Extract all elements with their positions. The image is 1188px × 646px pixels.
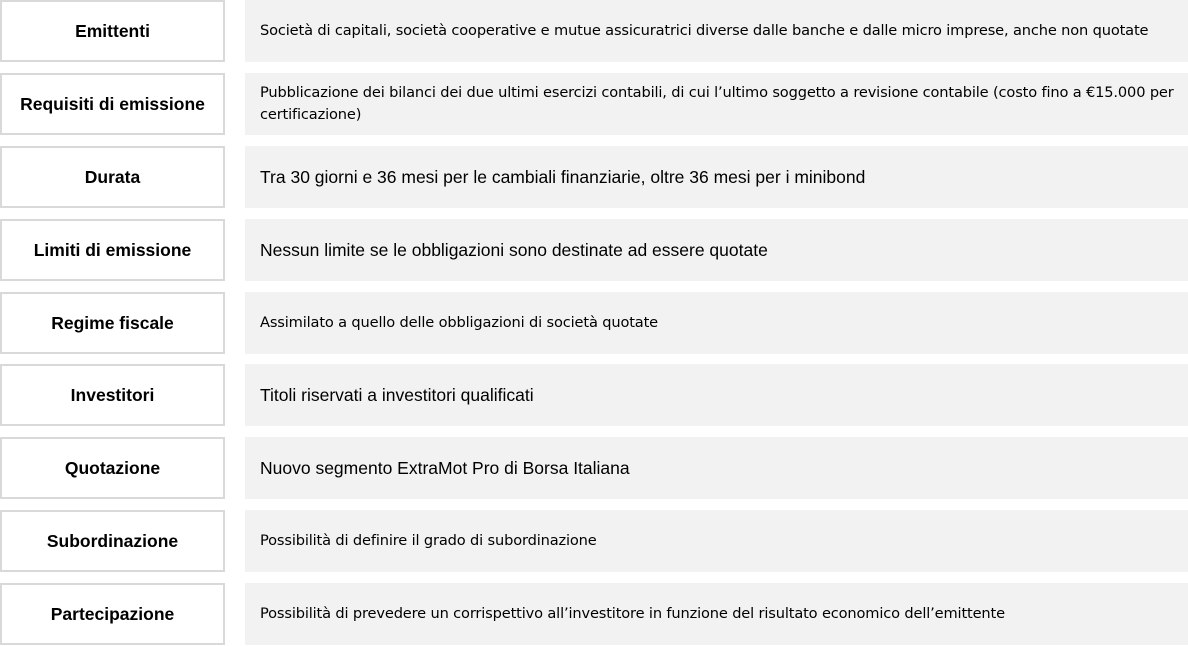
row-description: Tra 30 giorni e 36 mesi per le cambiali finanziarie, oltre 36 mesi per i minibond	[245, 146, 1188, 208]
row-description: Possibilità di definire il grado di subordinazione	[245, 510, 1188, 572]
row-durata	[0, 146, 1188, 208]
row-investitori	[0, 364, 1188, 426]
row-description: Nessun limite se le obbligazioni sono destinate ad essere quotate	[245, 219, 1188, 281]
row-description: Possibilità di prevedere un corrispettivo all’investitore in funzione del risultato economico dell’emittente	[245, 583, 1188, 645]
row-emittenti	[0, 0, 1188, 62]
row-description: Assimilato a quello delle obbligazioni di società quotate	[245, 292, 1188, 354]
row-description: Pubblicazione dei bilanci dei due ultimi esercizi contabili, di cui l’ultimo soggetto a revisione contabile (costo fino a €15.000 per certificazione)	[245, 73, 1188, 135]
row-regime-fiscale	[0, 292, 1188, 354]
row-requisiti-di-emissione	[0, 73, 1188, 135]
row-label: Durata	[0, 146, 225, 208]
row-label: Requisiti di emissione	[0, 73, 225, 135]
row-partecipazione	[0, 583, 1188, 645]
row-label: Investitori	[0, 364, 225, 426]
row-label: Emittenti	[0, 0, 225, 62]
row-label: Quotazione	[0, 437, 225, 499]
row-limiti-di-emissione	[0, 219, 1188, 281]
row-description: Titoli riservati a investitori qualificati	[245, 364, 1188, 426]
row-label: Regime fiscale	[0, 292, 225, 354]
row-subordinazione	[0, 510, 1188, 572]
row-quotazione	[0, 437, 1188, 499]
row-label: Partecipazione	[0, 583, 225, 645]
row-description: Nuovo segmento ExtraMot Pro di Borsa Italiana	[245, 437, 1188, 499]
row-description: Società di capitali, società cooperative e mutue assicuratrici diverse dalle banche e dalle micro imprese, anche non quotate	[245, 0, 1188, 62]
row-label: Subordinazione	[0, 510, 225, 572]
row-label: Limiti di emissione	[0, 219, 225, 281]
